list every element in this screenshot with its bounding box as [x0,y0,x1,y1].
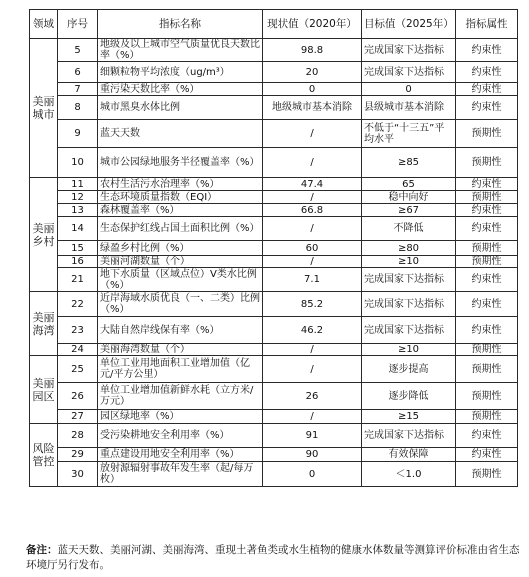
row-no: 7 [58,83,98,96]
table-row [30,462,518,487]
row-attr: 预期性 [456,356,518,383]
row-current: / [263,410,362,424]
table-row [30,256,518,268]
row-no: 21 [58,268,98,292]
table-row [30,96,518,120]
row-name: 重点建设用地安全利用率（%） [98,448,263,462]
table-row [30,148,518,178]
row-no: 30 [58,462,98,487]
row-attr: 预期性 [456,344,518,356]
row-attr: 预期性 [456,120,518,148]
table-row [30,191,518,204]
row-current: 0 [263,462,362,487]
row-current: / [263,191,362,204]
header-attr: 指标属性 [456,10,518,39]
row-no: 10 [58,148,98,178]
row-current: / [263,344,362,356]
table-row [30,292,518,317]
header-domain: 领域 [30,10,58,39]
row-current: 91 [263,424,362,448]
row-name: 美丽河湖数量（个） [98,256,263,268]
row-name: 细颗粒物平均浓度（ug/m³） [98,62,263,83]
indicator-table-container [29,9,517,487]
row-attr: 约束性 [456,448,518,462]
row-current: / [263,256,362,268]
row-name: 单位工业用地面积工业增加值（亿元/平方公里） [98,356,263,383]
row-name: 大陆自然岸线保有率（%） [98,317,263,344]
table-row [30,410,518,424]
row-no: 11 [58,178,98,191]
row-attr: 约束性 [456,204,518,217]
row-target: ≥67 [362,204,456,217]
row-attr: 约束性 [456,39,518,62]
row-no: 26 [58,383,98,410]
row-name: 放射源辐射事故年发生率（起/每万枚） [98,462,263,487]
table-note [26,543,521,573]
row-attr: 预期性 [456,410,518,424]
row-no: 23 [58,317,98,344]
row-attr: 预期性 [456,241,518,256]
row-no: 14 [58,217,98,241]
row-name: 农村生活污水治理率（%） [98,178,263,191]
row-target: ≥85 [362,148,456,178]
domain-park: 美丽园区 [30,356,58,424]
table-row [30,241,518,256]
row-name: 生态保护红线占国土面积比例（%） [98,217,263,241]
row-name: 重污染天数比率（%） [98,83,263,96]
domain-village: 美丽乡村 [30,178,58,292]
row-name: 地级及以上城市空气质量优良天数比率（%） [98,39,263,62]
row-attr: 约束性 [456,62,518,83]
row-attr: 约束性 [456,268,518,292]
row-target: 不低于“十三五”平均水平 [362,120,456,148]
row-current: 地级城市基本消除 [263,96,362,120]
row-no: 16 [58,256,98,268]
table-row [30,62,518,83]
row-target: 县级城市基本消除 [362,96,456,120]
table-row [30,383,518,410]
table-row [30,83,518,96]
row-current: 85.2 [263,292,362,317]
table-row [30,204,518,217]
table-row [30,217,518,241]
row-attr: 约束性 [456,424,518,448]
row-no: 29 [58,448,98,462]
row-attr: 约束性 [456,292,518,317]
header-current: 现状值（2020年） [263,10,362,39]
domain-city: 美丽城市 [30,39,58,178]
row-name: 城市公园绿地服务半径覆盖率（%） [98,148,263,178]
row-target: 完成国家下达指标 [362,424,456,448]
row-target: 完成国家下达指标 [362,62,456,83]
row-current: / [263,356,362,383]
row-target: 0 [362,83,456,96]
row-attr: 约束性 [456,83,518,96]
table-row [30,39,518,62]
row-current: 26 [263,383,362,410]
row-current: / [263,120,362,148]
note-text: 蓝天天数、美丽河湖、美丽海湾、重现土著鱼类或水生植物的健康水体数量等测算评价标准由省生态环境厅另行发布。 [26,544,520,571]
header-name: 指标名称 [98,10,263,39]
row-current: 46.2 [263,317,362,344]
row-current: 60 [263,241,362,256]
table-row [30,344,518,356]
row-name: 蓝天天数 [98,120,263,148]
row-target: 完成国家下达指标 [362,292,456,317]
row-target: 65 [362,178,456,191]
table-row [30,448,518,462]
row-attr: 约束性 [456,317,518,344]
row-attr: 预期性 [456,191,518,204]
row-current: 66.8 [263,204,362,217]
domain-risk: 风险管控 [30,424,58,487]
row-attr: 预期性 [456,383,518,410]
row-name: 森林覆盖率（%） [98,204,263,217]
row-target: ＜1.0 [362,462,456,487]
table-row [30,356,518,383]
row-no: 28 [58,424,98,448]
row-attr: 约束性 [456,178,518,191]
row-current: 0 [263,83,362,96]
row-current: / [263,217,362,241]
row-no: 27 [58,410,98,424]
row-name: 受污染耕地安全利用率（%） [98,424,263,448]
row-target: ≥80 [362,241,456,256]
row-current: 7.1 [263,268,362,292]
header-no: 序号 [58,10,98,39]
row-no: 6 [58,62,98,83]
row-target: ≥10 [362,344,456,356]
row-current: 90 [263,448,362,462]
row-name: 绿盈乡村比例（%） [98,241,263,256]
table-row [30,178,518,191]
row-current: 20 [263,62,362,83]
row-target: 有效保障 [362,448,456,462]
row-attr: 约束性 [456,96,518,120]
row-attr: 预期性 [456,462,518,487]
row-current: 98.8 [263,39,362,62]
domain-bay: 美丽海湾 [30,292,58,356]
table-header-row [30,10,518,39]
indicator-table [29,9,518,487]
row-target: 逐步提高 [362,356,456,383]
row-no: 12 [58,191,98,204]
row-target: 稳中向好 [362,191,456,204]
row-name: 近岸海域水质优良（一、二类）比例（%） [98,292,263,317]
row-name: 城市黑臭水体比例 [98,96,263,120]
row-target: 完成国家下达指标 [362,317,456,344]
note-label: 备注： [26,544,58,556]
row-no: 5 [58,39,98,62]
row-target: 完成国家下达指标 [362,268,456,292]
row-current: 47.4 [263,178,362,191]
table-row [30,424,518,448]
row-name: 单位工业增加值新鲜水耗（立方米/万元） [98,383,263,410]
table-row [30,268,518,292]
row-no: 8 [58,96,98,120]
row-no: 9 [58,120,98,148]
row-no: 24 [58,344,98,356]
row-target: 完成国家下达指标 [362,39,456,62]
row-name: 美丽海湾数量（个） [98,344,263,356]
row-target: 不降低 [362,217,456,241]
row-name: 园区绿地率（%） [98,410,263,424]
row-no: 13 [58,204,98,217]
row-name: 生态环境质量指数（EQI） [98,191,263,204]
row-target: ≥10 [362,256,456,268]
row-target: ≥15 [362,410,456,424]
row-no: 22 [58,292,98,317]
row-attr: 约束性 [456,217,518,241]
table-row [30,317,518,344]
row-attr: 预期性 [456,148,518,178]
header-target: 目标值（2025年） [362,10,456,39]
row-target: 逐步降低 [362,383,456,410]
row-name: 地下水质量（区域点位）V类水比例（%） [98,268,263,292]
table-row [30,120,518,148]
row-no: 25 [58,356,98,383]
row-attr: 预期性 [456,256,518,268]
row-current: / [263,148,362,178]
row-no: 15 [58,241,98,256]
